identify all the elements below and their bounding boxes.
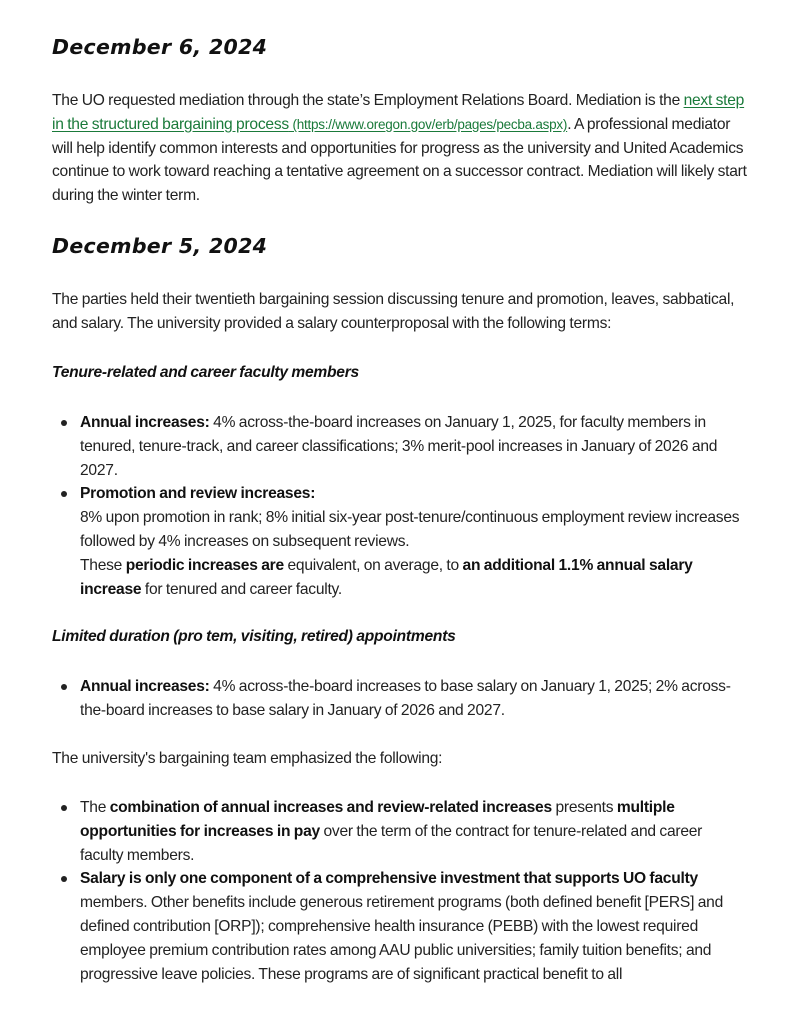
item-emphasis: multiple opportunities for increases in pay bbox=[80, 799, 675, 840]
item-label: Promotion and review increases: bbox=[80, 485, 316, 503]
mediation-paragraph bbox=[52, 89, 748, 208]
item-text: equivalent, on average, to bbox=[283, 556, 463, 574]
item-text: These bbox=[80, 556, 126, 574]
date-heading: December 6, 2024 bbox=[52, 35, 268, 59]
item-label: Annual increases: bbox=[80, 414, 210, 431]
list-item bbox=[52, 867, 748, 986]
paragraph-text: . A professional mediator will help identify common interests and opportunities for progress as the university and United Academics continue to work toward reaching a tentative agreement on a successor contract. Mediation will likely start during the winter term. bbox=[52, 115, 747, 205]
item-emphasis: Salary is only one component of a comprehensive investment that supports UO faculty bbox=[80, 870, 698, 888]
tenure-terms-list bbox=[52, 411, 748, 601]
item-emphasis: combination of annual increases and review-related increases bbox=[109, 799, 552, 816]
list-item bbox=[52, 675, 748, 723]
emphasis-intro-paragraph: The university's bargaining team emphasized the following: bbox=[52, 750, 443, 767]
item-label: Annual increases: bbox=[80, 678, 210, 695]
paragraph-text: The UO requested mediation through the state’s Employment Relations Board. Mediation is the bbox=[52, 92, 684, 109]
link-text: next step in the structured bargaining process bbox=[52, 92, 745, 133]
item-text: 4% across-the-board increases on January 1, 2025, for faculty members in tenured, tenure-track, and career classifications; 3% merit-pool increases in January of 2026 and 2027. bbox=[80, 414, 718, 479]
bullet-icon bbox=[61, 805, 67, 811]
subsection-title: Limited duration (pro tem, visiting, retired) appointments bbox=[52, 628, 456, 645]
item-text: presents bbox=[551, 799, 617, 816]
bullet-icon bbox=[61, 420, 67, 426]
bullet-icon bbox=[61, 491, 67, 497]
list-item bbox=[52, 411, 748, 482]
item-text: The bbox=[80, 799, 110, 816]
item-emphasis: periodic increases are bbox=[125, 556, 284, 574]
item-text: 8% upon promotion in rank; 8% initial six-year post-tenure/continuous employment review increases followed by 4% increases on subsequent reviews. bbox=[80, 509, 740, 550]
subsection-title: Tenure-related and career faculty members bbox=[52, 364, 359, 381]
limited-duration-terms-list bbox=[52, 675, 748, 723]
bullet-icon bbox=[61, 876, 67, 882]
item-text: for tenured and career faculty. bbox=[141, 580, 343, 598]
item-text: over the term of the contract for tenure-related and career faculty members. bbox=[80, 822, 703, 864]
date-heading: December 5, 2024 bbox=[52, 234, 268, 258]
emphasis-list bbox=[52, 796, 748, 986]
list-item bbox=[52, 796, 748, 867]
list-item bbox=[52, 482, 748, 601]
bullet-icon bbox=[61, 684, 67, 690]
link-url: (https://www.oregon.gov/erb/pages/pecba.aspx) bbox=[292, 116, 568, 132]
item-text: 4% across-the-board increases to base salary on January 1, 2025; 2% across-the-board increases to base salary in January of 2026 and 2027. bbox=[80, 678, 731, 719]
session-intro-paragraph: The parties held their twentieth bargaining session discussing tenure and promotion, leaves, sabbatical, and salary. The university provided a salary counterproposal with the following terms: bbox=[52, 291, 735, 332]
item-text: members. Other benefits include generous retirement programs (both defined benefit [PERS] and defined contribution [ORP]); comprehensive health insurance (PEBB) with the lowest required employee premium contribution rates among AAU public universities; family tuition benefits; and progressive leave policies. These programs are of significant practical benefit to all bbox=[80, 894, 724, 983]
item-emphasis: an additional 1.1% annual salary increase bbox=[80, 556, 693, 598]
